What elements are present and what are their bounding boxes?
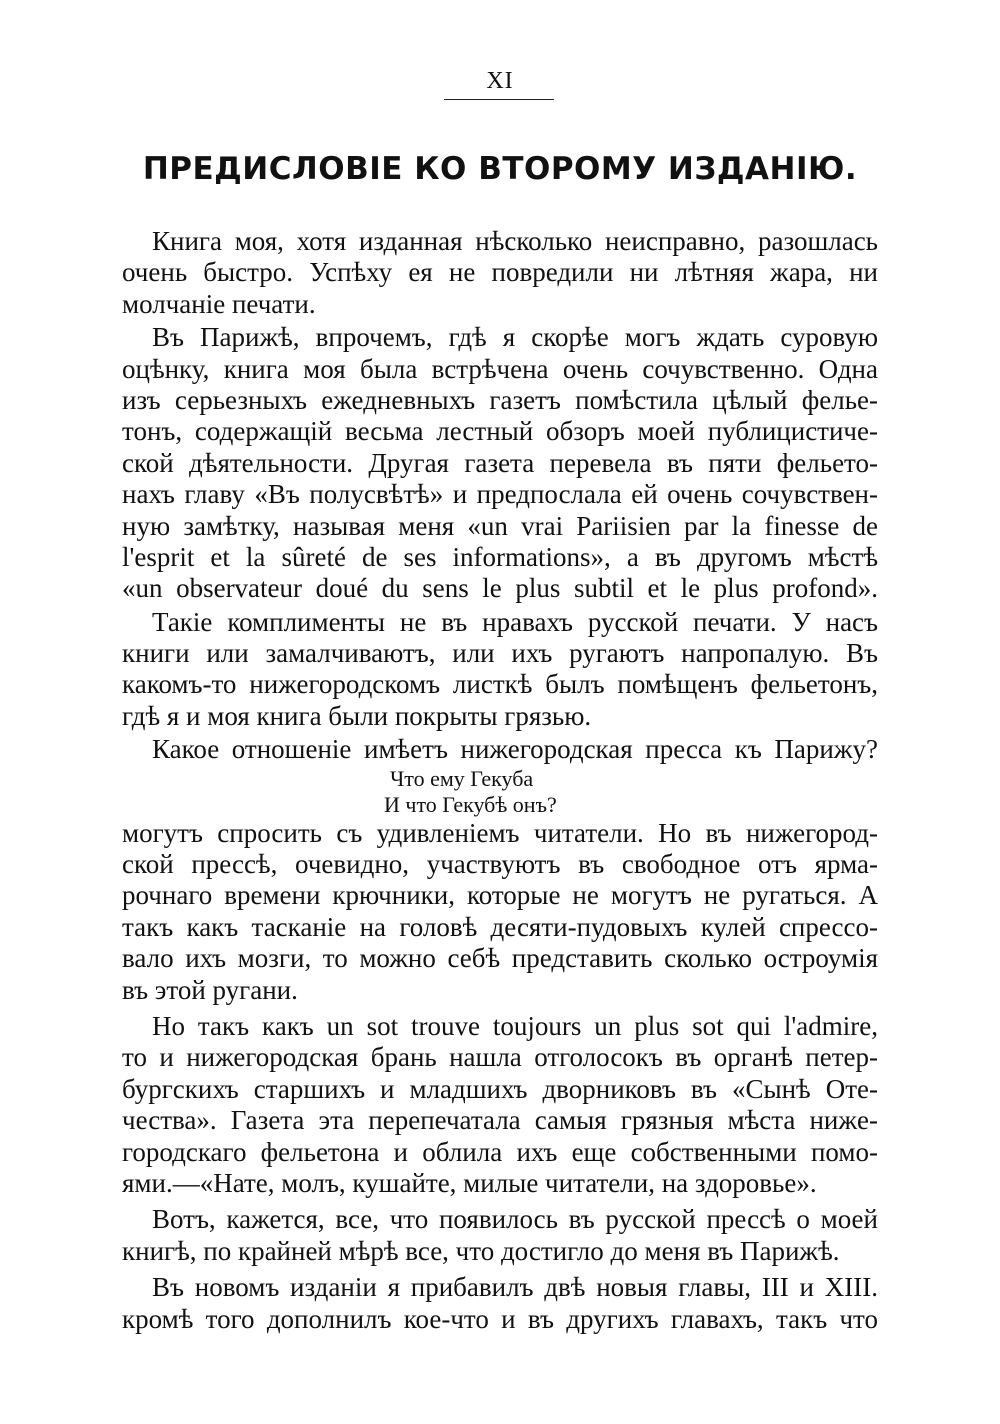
verse-line: И что Гекубѣ онъ? [384, 791, 557, 817]
text-line: оцѣнку, книга моя была встрѣчена очень сочувственно. Одна [122, 353, 878, 384]
text-line: ской прессѣ, очевидно, участвуютъ въ свободное отъ ярма- [122, 849, 878, 880]
text-line: Но такъ какъ un sot trouve toujours un plus sot qui l'admire, [152, 1010, 878, 1041]
text-line: какомъ-то нижегородскомъ листкѣ былъ помѣщенъ фельетонъ, [122, 669, 878, 700]
text-line: Въ Парижѣ, впрочемъ, гдѣ я скорѣе могъ ждать суровую [152, 322, 878, 353]
text-line: Книга моя, хотя изданная нѣсколько неисправно, разошлась [152, 226, 878, 256]
text-line: вало ихъ мозги, то можно себѣ представить сколько остроумія [122, 943, 878, 974]
text-line: книги или замалчиваютъ, или ихъ ругаютъ напропалую. Въ [122, 638, 878, 669]
verse-line: Что ему Гекуба [390, 765, 534, 791]
text-line: то и нижегородская брань нашла отголосокъ въ органѣ петер- [122, 1042, 878, 1073]
text-line: книгѣ, по крайней мѣрѣ все, что достигло до меня въ Парижѣ. [122, 1235, 840, 1266]
text-line: Вотъ, кажется, все, что появилось въ русской прессѣ о моей [152, 1204, 878, 1235]
text-line: «un observateur doué du sens le plus subtil et le plus profond». [122, 573, 878, 604]
text-line: молчаніе печати. [122, 288, 316, 319]
header-rule [444, 99, 554, 100]
text-line: такъ какъ тасканіе на головѣ десяти-пудовыхъ кулей спрессо- [122, 911, 878, 942]
text-line: кромѣ того дополнилъ кое-что и въ другихъ главахъ, такъ что [122, 1303, 878, 1334]
text-line: гдѣ я и моя книга были покрыты грязью. [122, 700, 592, 731]
text-line: изъ серьезныхъ ежедневныхъ газетъ помѣстила цѣлый фелье- [122, 384, 878, 415]
text-line: l'esprit et la sûreté de ses informations», а въ другомъ мѣстѣ [122, 541, 878, 572]
text-line: ями.—«Нате, молъ, кушайте, милые читатели, на здоровье». [122, 1167, 817, 1198]
text-line: очень быстро. Успѣху ея не повредили ни лѣтняя жара, ни [122, 257, 878, 288]
text-line: бургскихъ старшихъ и младшихъ дворниковъ въ «Сынѣ Оте- [122, 1073, 878, 1104]
text-line: Въ новомъ изданіи я прибавилъ двѣ новыя главы, III и XIII. [152, 1272, 878, 1303]
text-line: могутъ спросить съ удивленіемъ читатели. Но въ нижегород- [122, 817, 878, 848]
text-line: Какое отношеніе имѣетъ нижегородская пресса къ Парижу? [152, 734, 878, 765]
text-line: въ этой ругани. [122, 974, 298, 1005]
text-line: нахъ главу «Въ полусвѣтѣ» и предпослала ей очень сочувствен- [122, 479, 878, 510]
text-line: Такіе комплименты не въ нравахъ русской печати. У насъ [152, 606, 878, 637]
text-line: городскаго фельетона и облила ихъ еще собственными помо- [122, 1136, 878, 1167]
text-line: ской дѣятельности. Другая газета перевела въ пяти фельето- [122, 447, 878, 478]
page-title: ПРЕДИСЛОВІЕ КО ВТОРОМУ ИЗДАНІЮ. [142, 151, 858, 187]
text-line: тонъ, содержащій весьма лестный обзоръ моей публицистиче- [122, 416, 878, 447]
text-line: ную замѣтку, называя меня «un vrai Pariisien par la finesse de [122, 510, 878, 541]
body-text [122, 226, 878, 1335]
text-line: чества». Газета эта перепечатала самыя грязныя мѣста нижe- [122, 1105, 878, 1136]
page-number: XI [486, 68, 514, 94]
text-line: рочнаго времени крючники, которые не могутъ не ругаться. А [122, 880, 878, 911]
